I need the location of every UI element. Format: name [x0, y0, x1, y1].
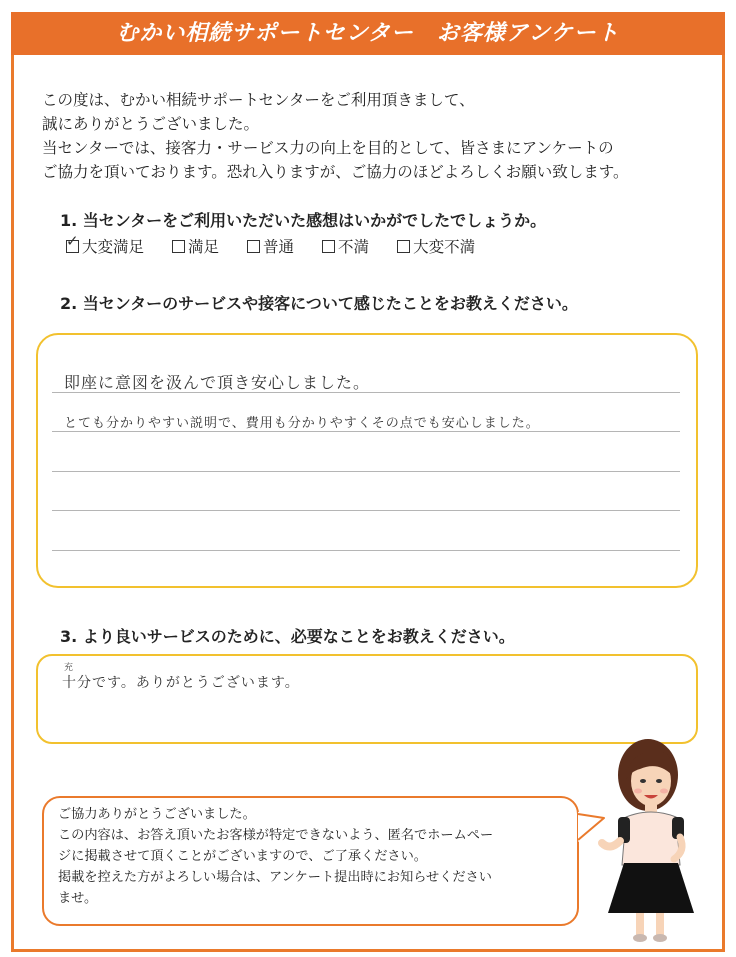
- intro-line: 当センターでは、接客力・サービス力の向上を目的として、皆さまにアンケートの: [42, 139, 614, 157]
- speech-bubble-text: [58, 804, 568, 909]
- option-very-satisfied[interactable]: [66, 231, 145, 257]
- question-3-answer-box[interactable]: [36, 654, 698, 744]
- checkbox[interactable]: [322, 240, 335, 253]
- bubble-line: ませ。: [58, 891, 98, 906]
- handwritten-correction: 充: [64, 663, 74, 673]
- checkbox[interactable]: [247, 240, 260, 253]
- question-1-options: [66, 231, 476, 257]
- checkbox[interactable]: [397, 240, 410, 253]
- survey-header: むかい相続サポートセンター お客様アンケート: [11, 12, 725, 55]
- option-label: 不満: [338, 238, 370, 256]
- answer-rule: [52, 550, 680, 551]
- option-neutral[interactable]: [247, 235, 294, 257]
- bubble-line: ジに掲載させて頂くことがございますので、ご了承ください。: [58, 849, 427, 864]
- handwritten-answer: とても分かりやすい説明で、費用も分かりやすくその点でも安心しました。: [64, 416, 540, 431]
- intro-line: この度は、むかい相続サポートセンターをご利用頂きまして、: [42, 91, 475, 109]
- option-label: 普通: [263, 238, 295, 256]
- answer-rule: [52, 431, 680, 432]
- handwritten-answer: 即座に意図を汲んで頂き安心しました。: [64, 373, 371, 392]
- handwritten-answer: 十分です。ありがとうございます。: [62, 675, 300, 691]
- intro-line: ご協力を頂いております。恐れ入りますが、ご協力のほどよろしくお願い致します。: [42, 163, 629, 181]
- bubble-line: 掲載を控えた方がよろしい場合は、アンケート提出時にお知らせください: [58, 870, 492, 885]
- option-dissatisfied[interactable]: [322, 235, 369, 257]
- answer-rule: [52, 510, 680, 511]
- staff-illustration-icon: [596, 735, 714, 945]
- bubble-line: この内容は、お答え頂いたお客様が特定できないよう、匿名でホームペー: [58, 828, 494, 843]
- option-label: 大変不満: [413, 238, 476, 256]
- check-mark-icon: ✓: [66, 231, 79, 250]
- question-3-title: 3. より良いサービスのために、必要なことをお教えください。: [60, 627, 515, 646]
- option-label: 大変満足: [82, 238, 145, 256]
- checkbox[interactable]: [172, 240, 185, 253]
- option-label: 満足: [188, 238, 220, 256]
- intro-text: [42, 88, 702, 184]
- question-1-title: 1. 当センターをご利用いただいた感想はいかがでしたでしょうか。: [60, 211, 547, 230]
- bubble-line: ご協力ありがとうございました。: [58, 807, 256, 822]
- checkbox-checked[interactable]: [66, 231, 79, 253]
- answer-rule: [52, 471, 680, 472]
- option-very-dissatisfied[interactable]: [397, 235, 475, 257]
- intro-line: 誠にありがとうございました。: [42, 115, 260, 133]
- option-satisfied[interactable]: [172, 235, 219, 257]
- question-2-title: 2. 当センターのサービスや接客について感じたことをお教えください。: [60, 294, 578, 313]
